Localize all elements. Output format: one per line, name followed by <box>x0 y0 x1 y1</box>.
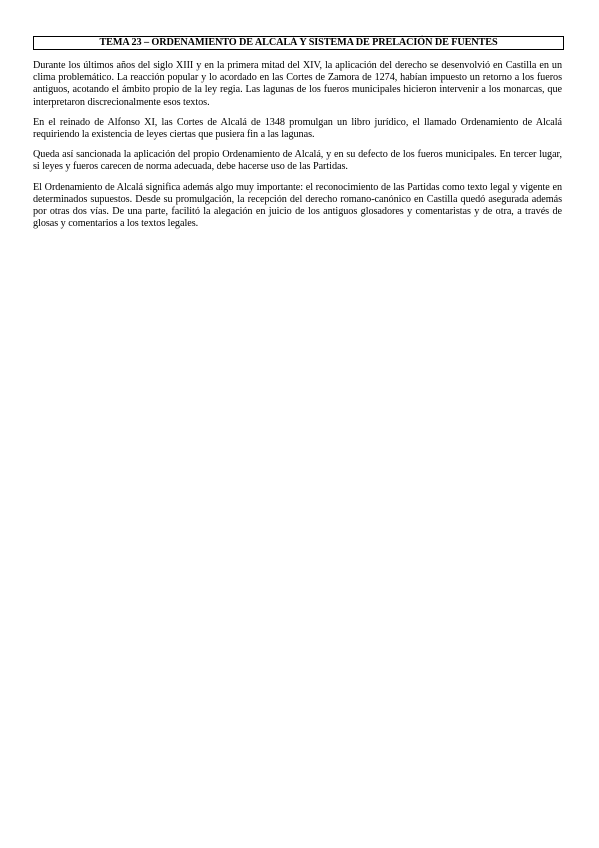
paragraph-significado: El Ordenamiento de Alcalá significa además algo muy importante: el reconocimiento de las Partidas como texto legal y vigente en determinados supuestos. Desde su promulgación, la recepción del derecho romano-canónico en Castilla quedó asegurada además por otras dos vías. De una parte, facilitó la alegación en juicio de los antiguos glosadores y comentaristas y de otra, a través de glosas y comentarios a los textos legales. <box>33 181 562 230</box>
title-box <box>33 36 564 50</box>
page-title: TEMA 23 – ORDENAMIENTO DE ALCALÁ Y SISTEMA DE PRELACIÓN DE FUENTES <box>99 37 498 48</box>
document-body <box>33 60 562 238</box>
paragraph-intro: Durante los últimos años del siglo XIII y en la primera mitad del XIV, la aplicación del derecho se desenvolvió en Castilla en un clima problemático. La reacción popular y lo acordado en las Cortes de Zamora de 1274, habían impuesto un retorno a los fueros antiguos, acotando el ámbito propio de la ley regia. Las lagunas de los fueros municipales hicieron intervenir a los monarcas, que interpretaron discrecionalmente esos textos. <box>33 60 562 108</box>
paragraph-prelacion: Queda así sancionada la aplicación del propio Ordenamiento de Alcalá, y en su defecto de los fueros municipales. En tercer lugar, si leyes y fueros carecen de norma adecuada, debe hacerse uso de las Partidas. <box>33 149 562 173</box>
paragraph-alfonso-xi: En el reinado de Alfonso XI, las Cortes de Alcalá de 1348 promulgan un libro jurídico, el llamado Ordenamiento de Alcalá requiriendo la existencia de leyes ciertas que pusiera fin a las lagunas. <box>33 116 562 141</box>
